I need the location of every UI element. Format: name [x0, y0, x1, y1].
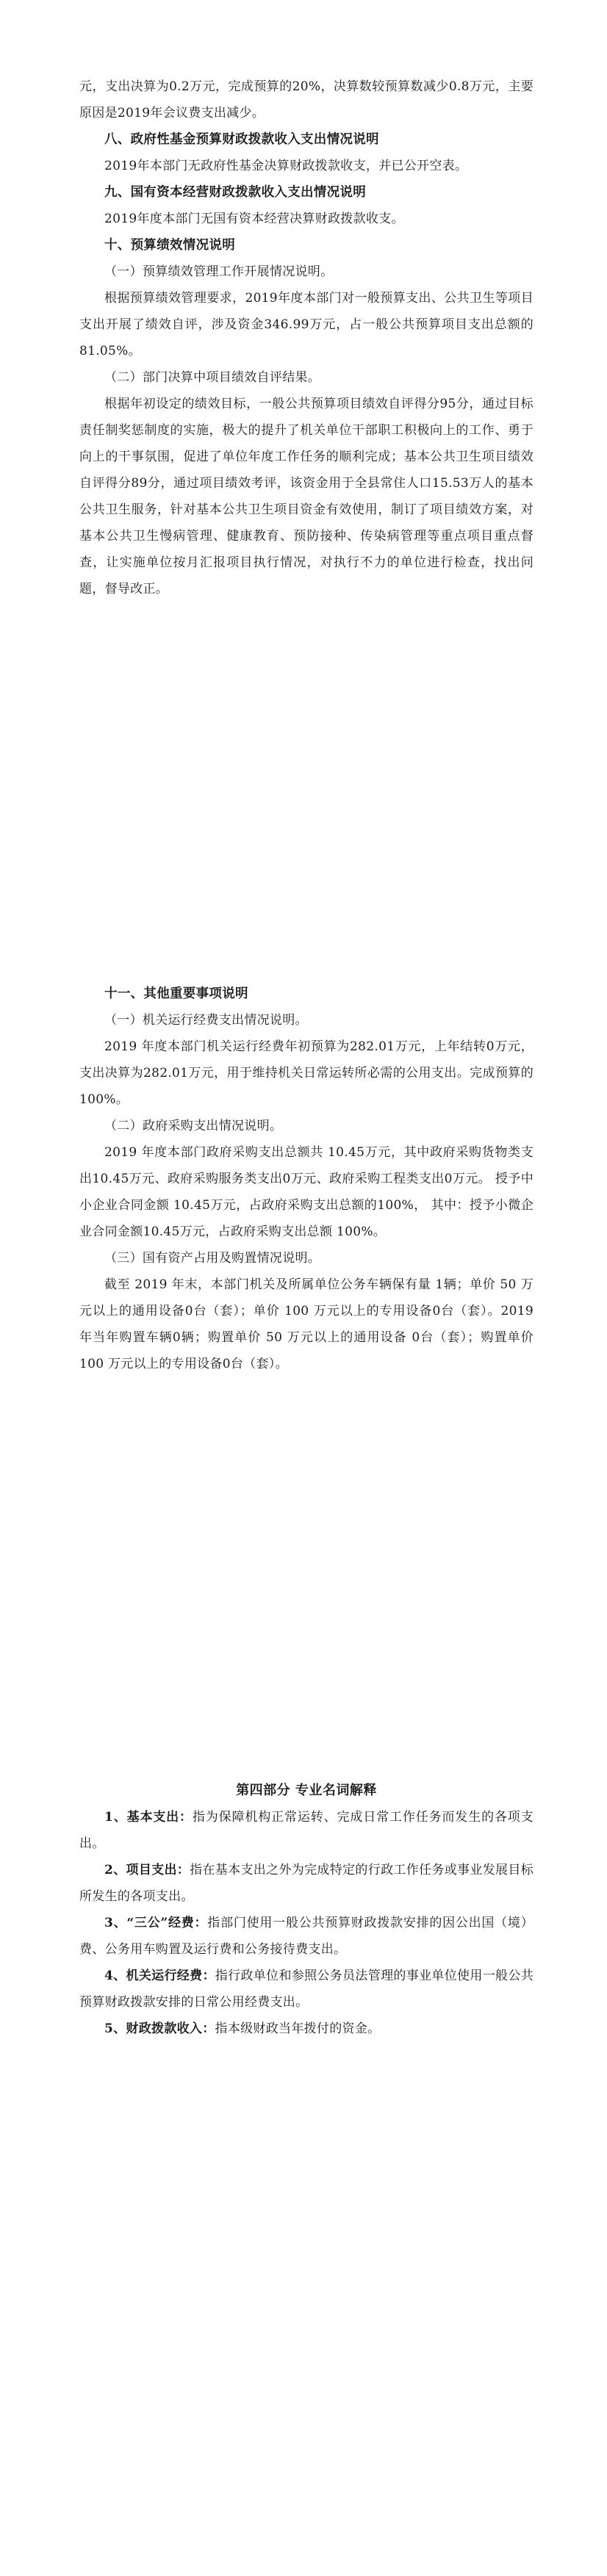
paragraph-government-fund: 2019年本部门无政府性基金决算财政拨款收支，并已公开空表。 — [104, 159, 468, 173]
term-name: 3、“三公”经费： — [104, 1916, 208, 1930]
glossary-title: 第四部分 专业名词解释 — [236, 1783, 377, 1798]
subheading-performance-management: （一）预算绩效管理工作开展情况说明。 — [104, 264, 334, 279]
paragraph-state-assets: 截至 2019 年末，本部门机关及所属单位公务车辆保有量 1辆；单价 50 万元以上的通用设备0台（套）；单价 100 万元以上的专用设备0台（套）。2019 年当年购置车辆0辆；购置单价 50 万元以上的通用设备 0台（套）；购置单价 100 万元以上的专用设备0台（套）。 — [79, 1277, 534, 1371]
heading-other-matters: 十一、其他重要事项说明 — [104, 986, 248, 1001]
paragraph-procurement: 2019 年度本部门政府采购支出总额共 10.45万元，其中政府采购货物类支出10.45万元、政府采购服务类支出0万元、政府采购工程类支出0万元。 授予中小企业合同金额 10.45万元，占政府采购支出总额的100%， 其中：授予小微企业合同金额10.45万元，占政府采购支出总额 100%。 — [79, 1145, 534, 1239]
term-name: 2、项目支出： — [104, 1863, 190, 1877]
paragraph-performance-management: 根据预算绩效管理要求，2019年度本部门对一般预算支出、公共卫生等项目支出开展了绩效自评，涉及资金346.99万元，占一般公共预算项目支出总额的81.05%。 — [79, 291, 534, 358]
subheading-operating-expense: （一）机关运行经费支出情况说明。 — [104, 1013, 308, 1028]
subheading-procurement: （二）政府采购支出情况说明。 — [104, 1119, 283, 1133]
section-budget-notes — [79, 73, 534, 602]
paragraph-performance-results: 根据年初设定的绩效目标，一般公共预算项目绩效自评得分95分，通过目标责任制奖惩制度的实施，极大的提升了机关单位干部职工积极向上的工作、勇于向上的干事氛围，促进了单位年度工作任务的顺利完成；基本公共卫生项目绩效自评得分89分，通过项目绩效考评，该资金用于全县常住人口15.53万人的基本公共卫生服务，针对基本公共卫生项目资金有效使用，制订了项目绩效方案，对基本公共卫生慢病管理、健康教育、预防接种、传染病管理等重点项目重点督查，让实施单位按月汇报项目执行情况，对执行不力的单位进行检查，找出问题，督导改正。 — [79, 397, 534, 596]
glossary-term-project-expense — [79, 1857, 534, 1910]
subheading-state-assets: （三）国有资产占用及购置情况说明。 — [104, 1251, 321, 1266]
term-definition: 指在基本支出之外为完成特定的行政工作任务或事业发展目标所发生的各项支出。 — [79, 1863, 534, 1904]
subheading-performance-results: （二）部门决算中项目绩效自评结果。 — [104, 370, 321, 385]
section-other-matters — [79, 981, 534, 1377]
term-definition: 指为保障机构正常运转、完成日常工作任务而发生的各项支出。 — [79, 1810, 534, 1851]
term-name: 4、机关运行经费： — [104, 1969, 215, 1983]
glossary-term-three-public — [79, 1910, 534, 1963]
section-glossary — [79, 1778, 534, 2042]
paragraph-conference-expense: 元，支出决算为0.2万元，完成预算的20%，决算数较预算数减少0.8万元，主要原因是2019年会议费支出减少。 — [79, 79, 534, 120]
heading-state-capital: 九、国有资本经营财政拨款收入支出情况说明 — [104, 185, 366, 200]
term-definition: 指本级财政当年拨付的资金。 — [215, 2021, 381, 2036]
heading-performance: 十、预算绩效情况说明 — [104, 238, 235, 253]
paragraph-operating-expense: 2019 年度本部门机关运行经费年初预算为282.01万元，上年结转0万元，支出决算为282.01万元，用于维持机关日常运转所必需的公用支出。完成预算的100%。 — [79, 1039, 534, 1107]
term-name: 1、基本支出： — [104, 1810, 193, 1825]
term-definition: 指行政单位和参照公务员法管理的事业单位使用一般公共预算财政拨款安排的日常公用经费支出。 — [79, 1969, 534, 2010]
glossary-term-basic-expense — [79, 1804, 534, 1857]
term-name: 5、财政拨款收入： — [104, 2021, 215, 2036]
glossary-term-fiscal-income — [79, 2016, 534, 2042]
paragraph-state-capital: 2019年度本部门无国有资本经营决算财政拨款收支。 — [104, 212, 404, 226]
glossary-term-operating-expense — [79, 1963, 534, 2016]
term-definition: 指部门使用一般公共预算财政拨款安排的因公出国（境）费、公务用车购置及运行费和公务接待费支出。 — [79, 1916, 534, 1957]
heading-government-fund: 八、政府性基金预算财政拨款收入支出情况说明 — [104, 132, 379, 147]
